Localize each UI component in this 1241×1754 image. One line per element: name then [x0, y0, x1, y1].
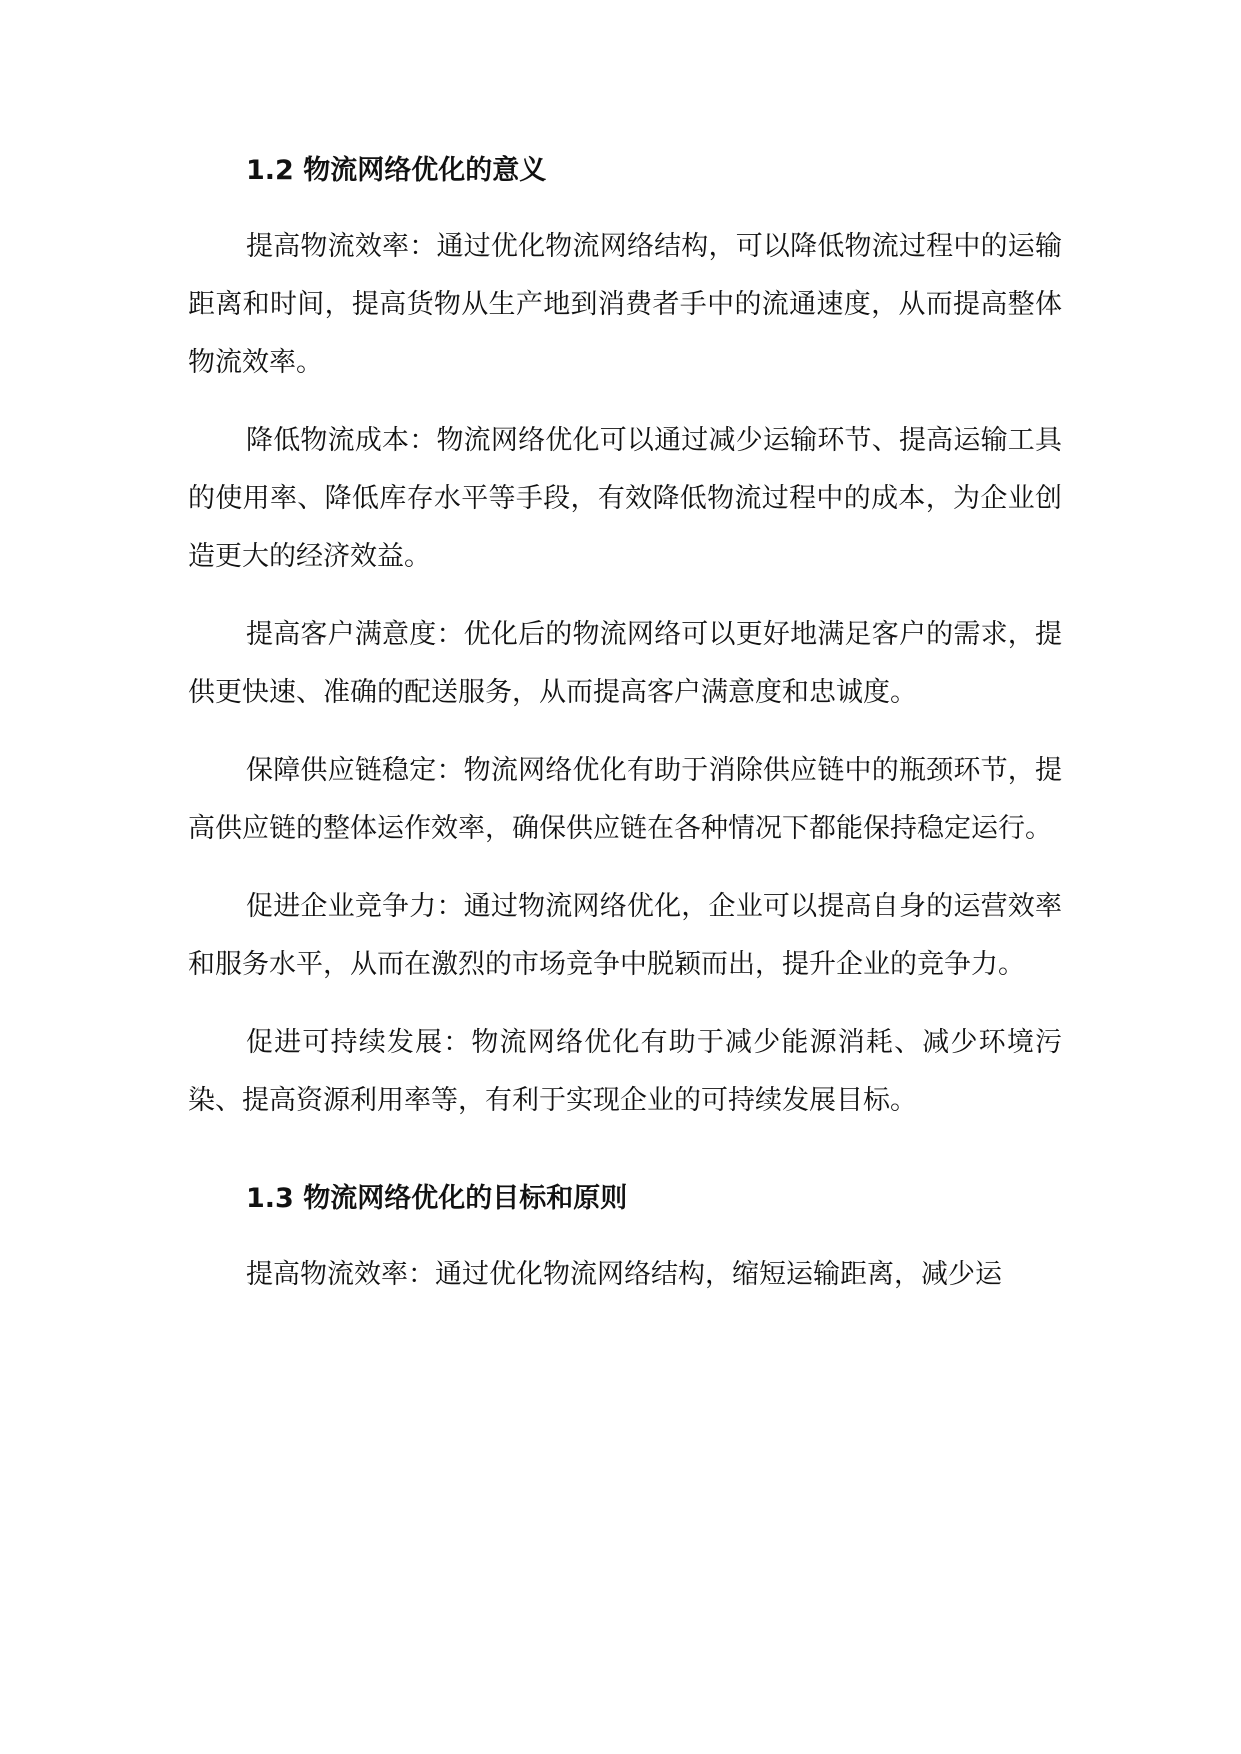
section-heading-1-2: 1.2 物流网络优化的意义: [246, 155, 547, 186]
paragraph-supply-chain-stability: 保障供应链稳定：物流网络优化有助于消除供应链中的瓶颈环节，提高供应链的整体运作效率，确保供应链在各种情况下都能保持稳定运行。: [188, 755, 1062, 844]
section-heading-1-3: 1.3 物流网络优化的目标和原则: [246, 1183, 628, 1214]
paragraph-competitiveness: 促进企业竞争力：通过物流网络优化，企业可以提高自身的运营效率和服务水平，从而在激烈的市场竞争中脱颖而出，提升企业的竞争力。: [188, 891, 1062, 980]
paragraph-sustainability: 促进可持续发展：物流网络优化有助于减少能源消耗、减少环境污染、提高资源利用率等，有利于实现企业的可持续发展目标。: [188, 1027, 1062, 1116]
paragraph-customer-satisfaction: 提高客户满意度：优化后的物流网络可以更好地满足客户的需求，提供更快速、准确的配送服务，从而提高客户满意度和忠诚度。: [188, 619, 1062, 708]
paragraph-goal-efficiency: 提高物流效率：通过优化物流网络结构，缩短运输距离，减少运: [246, 1259, 1002, 1290]
document-body: [188, 142, 1062, 1304]
paragraph-improve-efficiency: 提高物流效率：通过优化物流网络结构，可以降低物流过程中的运输距离和时间，提高货物从生产地到消费者手中的流通速度，从而提高整体物流效率。: [188, 231, 1062, 378]
paragraph-reduce-cost: 降低物流成本：物流网络优化可以通过减少运输环节、提高运输工具的使用率、降低库存水平等手段，有效降低物流过程中的成本，为企业创造更大的经济效益。: [188, 425, 1062, 572]
